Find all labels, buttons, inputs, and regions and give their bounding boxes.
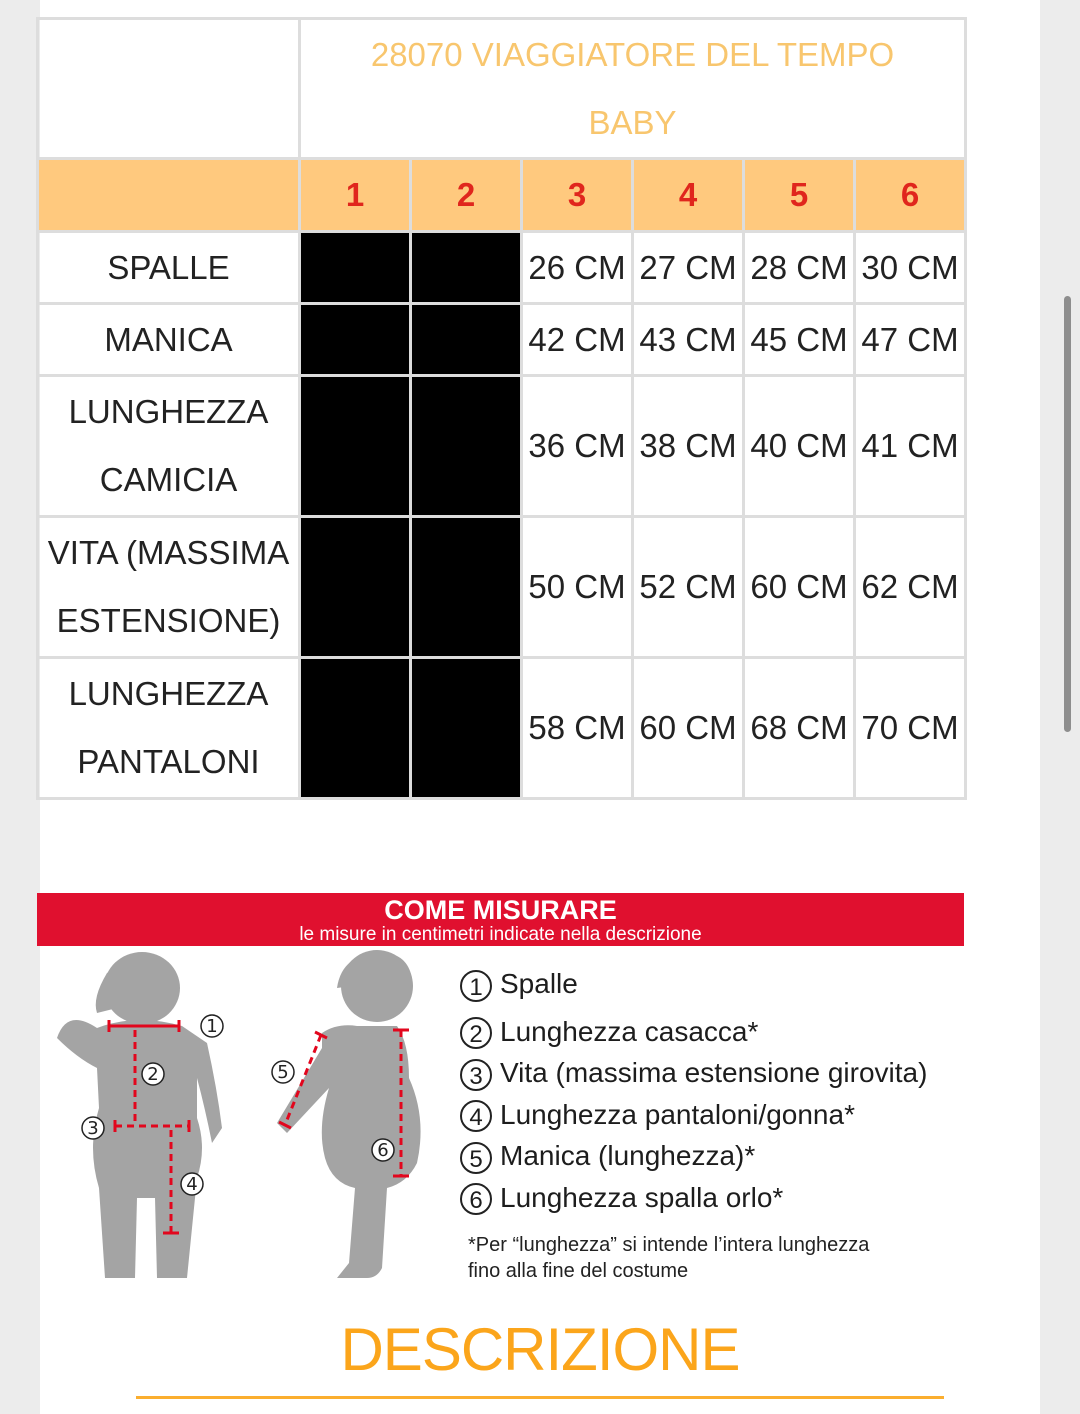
value-cell: 38 CM bbox=[633, 376, 744, 517]
legend-item bbox=[460, 1094, 970, 1136]
value-cell: 62 CM bbox=[855, 517, 966, 658]
value-cell: 60 CM bbox=[633, 658, 744, 799]
child-figure-side-icon bbox=[277, 950, 421, 1278]
value-cell: 45 CM bbox=[744, 304, 855, 376]
row-label: SPALLE bbox=[38, 232, 300, 304]
legend-item bbox=[460, 1177, 970, 1219]
corner-cell bbox=[38, 19, 300, 159]
value-cell: 58 CM bbox=[522, 658, 633, 799]
unavailable-cell bbox=[300, 232, 411, 304]
guide-title: COME MISURARE bbox=[384, 895, 617, 925]
value-cell: 42 CM bbox=[522, 304, 633, 376]
scrollbar[interactable] bbox=[1064, 296, 1071, 732]
unavailable-cell bbox=[411, 376, 522, 517]
value-cell: 26 CM bbox=[522, 232, 633, 304]
table-row bbox=[38, 232, 966, 304]
product-title bbox=[300, 19, 966, 159]
legend-item bbox=[460, 1135, 970, 1177]
unavailable-cell bbox=[411, 517, 522, 658]
unavailable-cell bbox=[411, 658, 522, 799]
table-row bbox=[38, 304, 966, 376]
figure-marker: 2 bbox=[147, 1064, 159, 1085]
row-label: LUNGHEZZA PANTALONI bbox=[38, 658, 300, 799]
value-cell: 60 CM bbox=[744, 517, 855, 658]
figure-marker: 5 bbox=[277, 1062, 289, 1083]
unavailable-cell bbox=[411, 232, 522, 304]
figure-marker: 1 bbox=[206, 1016, 218, 1037]
row-label: LUNGHEZZA CAMICIA bbox=[38, 376, 300, 517]
table-row bbox=[38, 658, 966, 799]
legend-item bbox=[460, 963, 970, 1005]
value-cell: 41 CM bbox=[855, 376, 966, 517]
number-badge-icon: 5 bbox=[460, 1142, 492, 1174]
legend-label: Lunghezza casacca* bbox=[500, 1015, 759, 1047]
number-badge-icon: 2 bbox=[460, 1017, 492, 1049]
number-badge-icon: 3 bbox=[460, 1059, 492, 1091]
row-label: MANICA bbox=[38, 304, 300, 376]
guide-banner bbox=[37, 893, 964, 946]
legend-label: Lunghezza spalla orlo* bbox=[500, 1181, 784, 1213]
value-cell: 40 CM bbox=[744, 376, 855, 517]
unavailable-cell bbox=[300, 304, 411, 376]
value-cell: 43 CM bbox=[633, 304, 744, 376]
legend-item bbox=[460, 1011, 970, 1053]
unavailable-cell bbox=[411, 304, 522, 376]
size-header: 5 bbox=[744, 159, 855, 232]
number-badge-icon: 6 bbox=[460, 1183, 492, 1215]
value-cell: 50 CM bbox=[522, 517, 633, 658]
legend-label: Lunghezza pantaloni/gonna* bbox=[500, 1098, 855, 1130]
legend-label: Vita (massima estensione girovita) bbox=[500, 1057, 928, 1088]
section-divider bbox=[136, 1396, 944, 1399]
row-label: VITA (MASSIMA ESTENSIONE) bbox=[38, 517, 300, 658]
value-cell: 30 CM bbox=[855, 232, 966, 304]
figure-marker: 6 bbox=[377, 1140, 389, 1161]
number-badge-icon: 4 bbox=[460, 1100, 492, 1132]
size-header-row bbox=[38, 159, 966, 232]
legend-label: Manica (lunghezza)* bbox=[500, 1140, 756, 1171]
unavailable-cell bbox=[300, 517, 411, 658]
value-cell: 52 CM bbox=[633, 517, 744, 658]
number-badge-icon: 1 bbox=[460, 970, 492, 1002]
unavailable-cell bbox=[300, 658, 411, 799]
value-cell: 68 CM bbox=[744, 658, 855, 799]
guide-subtitle: le misure in centimetri indicate nella descrizione bbox=[299, 924, 702, 945]
figure-marker: 3 bbox=[87, 1118, 99, 1139]
size-header: 3 bbox=[522, 159, 633, 232]
legend-label: Spalle bbox=[500, 968, 578, 999]
table-row bbox=[38, 517, 966, 658]
size-chart-table bbox=[36, 17, 967, 800]
table-row bbox=[38, 376, 966, 517]
value-cell: 28 CM bbox=[744, 232, 855, 304]
measuring-figures-illustration bbox=[37, 948, 467, 1298]
child-figure-front-icon bbox=[57, 952, 222, 1278]
product-title-line2: BABY bbox=[588, 103, 677, 141]
length-footnote: *Per “lunghezza” si intende l’intera lunghezza fino alla fine del costume bbox=[468, 1234, 870, 1282]
title-row bbox=[38, 19, 966, 159]
section-title: DESCRIZIONE bbox=[340, 1316, 740, 1383]
unavailable-cell bbox=[300, 376, 411, 517]
product-title-line1: 28070 VIAGGIATORE DEL TEMPO bbox=[370, 35, 895, 73]
size-header: 4 bbox=[633, 159, 744, 232]
size-header: 1 bbox=[300, 159, 411, 232]
size-header: 2 bbox=[411, 159, 522, 232]
legend-item bbox=[460, 1052, 970, 1094]
figure-marker: 4 bbox=[186, 1174, 198, 1195]
size-header: 6 bbox=[855, 159, 966, 232]
value-cell: 36 CM bbox=[522, 376, 633, 517]
size-header-corner bbox=[38, 159, 300, 232]
value-cell: 27 CM bbox=[633, 232, 744, 304]
value-cell: 70 CM bbox=[855, 658, 966, 799]
measurement-legend bbox=[460, 963, 970, 1218]
value-cell: 47 CM bbox=[855, 304, 966, 376]
